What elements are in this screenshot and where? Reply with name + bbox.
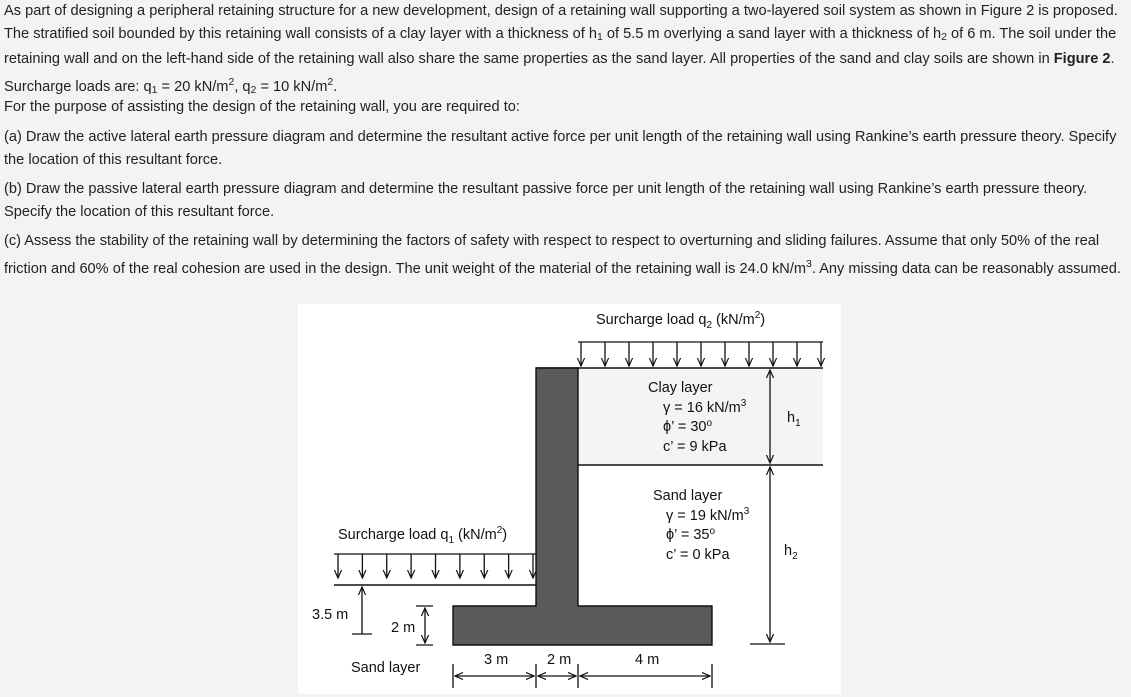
surcharge-q2-label: Surcharge load $q_2$ $(kN/m^2)$ [596,310,766,331]
surcharge-q1-arrows [334,554,536,578]
sand-layer-bottom-label: Sand layer [351,660,421,676]
clay-gamma: γ = 16 $kN/m^3$ [663,398,747,416]
task-b-paragraph: (b) Draw the passive lateral earth pressure diagram and determine the resultant passive force per unit length of the retaining wall using Rankine’s earth pressure theory. Specify the location of this resultant force. [4,181,1088,220]
dim-2m-vertical-line [416,606,433,645]
dim-3m-label: 3 m [484,652,509,668]
sand-phi: ϕ’ = $35^o$ [666,526,716,543]
h2-label: $h_2$ [784,543,798,562]
dim-2m-base-label: 2 m [547,652,572,668]
retaining-wall-figure [298,304,841,694]
dim-3-5m-line [352,587,372,634]
dim-4m-label: 4 m [635,652,660,668]
sand-cohesion: c’ = 0 kPa [666,547,730,563]
surcharge-q1-label: Surcharge load $q_1$ $(kN/m^2)$ [338,525,508,546]
dim-2m-vertical-label: 2 m [391,620,416,636]
figure-reference: Figure 2 [1053,51,1111,67]
clay-phi: ϕ’ = $30^o$ [663,418,713,435]
sand-layer-title: Sand layer [653,488,723,504]
task-c-paragraph: (c) Assess the stability of the retaining wall by determining the factors of safety with respect to respect to overturning and sliding failures. Assume that only 50% of the real friction and 60% of the real cohesion are used in the design. The unit weight of the material of the retaining wall is 24.0 $kN/m^3$. Any missing data can be reasonably assumed. [4,233,1121,277]
clay-layer-title: Clay layer [648,380,713,396]
dim-3-5m-label: 3.5 m [312,607,349,623]
task-a-paragraph: (a) Draw the active lateral earth pressure diagram and determine the resultant active force per unit length of the retaining wall using Rankine’s earth pressure theory. Specify the location of this resultant force. [4,129,1117,168]
h1-label: $h_1$ [787,410,801,429]
task-intro-paragraph: For the purpose of assisting the design of the retaining wall, you are required to: [4,99,520,115]
surcharge-q2-arrows [578,342,823,366]
sand-gamma: γ = 19 $kN/m^3$ [666,506,750,524]
clay-cohesion: c’ = 9 kPa [663,439,727,455]
problem-intro-paragraph: As part of designing a peripheral retaining structure for a new development, design of a retaining wall supporting a two-layered soil system as shown in Figure 2 is proposed. The stratified soil bounded by this retaining wall consists of a clay layer with a thickness of h1 of 5.5 m overlying a sand layer with a thickness of h2 of 6 m. The soil under the retaining wall and on the left-hand side of the retaining wall also share the same properties as the sand layer. All properties of the sand and clay soils are shown in Figure 2. Surcharge loads are: q1 = 20 $kN/m^2$, q2 = 10 $kN/m^2$. [4,3,1118,96]
